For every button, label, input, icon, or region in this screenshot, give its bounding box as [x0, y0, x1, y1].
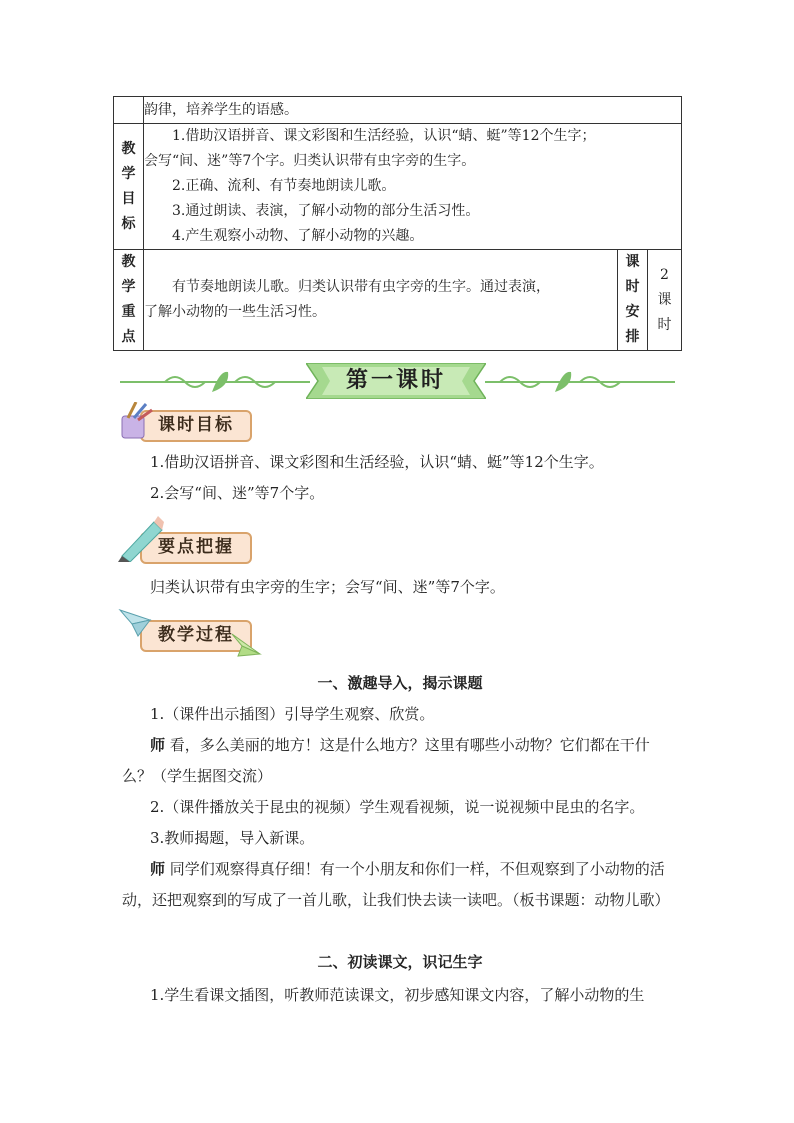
schedule-label — [618, 250, 648, 351]
lesson-banner — [120, 360, 675, 404]
table-cell-empty — [114, 97, 144, 124]
hours-char: 时 — [657, 316, 672, 333]
section-heading: 一、激趣导入，揭示课题 — [317, 674, 483, 692]
key-point-text: 归类认识带有虫字旁的生字；会写“间、迷”等7个字。 — [150, 578, 505, 596]
key-badge — [118, 532, 258, 562]
table-row — [114, 250, 682, 351]
label-char: 教 — [121, 140, 136, 157]
speaker-label: 师 — [150, 860, 166, 878]
process-badge — [118, 620, 258, 650]
goals-badge — [118, 410, 258, 440]
goal-line: 1.借助汉语拼音、课文彩图和生活经验，认识“蜻、蜓”等12个生字； — [172, 128, 596, 144]
table-cell — [144, 97, 682, 124]
hours-char: 课 — [657, 291, 672, 308]
label-char: 重 — [121, 304, 136, 320]
table-row — [114, 97, 682, 124]
process-paragraph — [122, 730, 678, 792]
label-char: 目 — [121, 190, 136, 207]
goals-content — [144, 124, 682, 250]
schedule-hours — [648, 250, 682, 351]
focus-label — [114, 250, 144, 351]
process-paragraph — [122, 854, 678, 916]
label-char: 安 — [625, 304, 640, 320]
focus-line: 有节奏地朗读儿歌。归类认识带有虫字旁的生字。通过表演， — [172, 279, 550, 295]
focus-content — [144, 250, 618, 351]
lesson-plan-table — [113, 96, 682, 351]
label-char: 课 — [625, 254, 640, 270]
vine-right-icon — [495, 368, 635, 396]
vine-left-icon — [160, 368, 300, 396]
label-char: 标 — [121, 215, 136, 232]
label-char: 排 — [625, 329, 640, 345]
focus-line: 了解小动物的一些生活习性。 — [144, 304, 326, 320]
goal-item: 1.借助汉语拼音、课文彩图和生活经验，认识“蜻、蜓”等12个生字。 — [150, 453, 604, 471]
speaker-label: 师 — [150, 736, 166, 754]
label-char: 点 — [121, 329, 136, 345]
goal-line: 会写“间、迷”等7个字。归类认识带有虫字旁的生字。 — [144, 153, 476, 169]
table-text: 韵律，培养学生的语感。 — [144, 101, 298, 118]
goal-line: 2.正确、流利、有节奏地朗读儿歌。 — [172, 178, 396, 194]
process-paragraph: 1.（课件出示插图）引导学生观察、欣赏。 — [150, 705, 435, 723]
hours-char: 2 — [660, 266, 669, 283]
process-paragraph: 2.（课件播放关于昆虫的视频）学生观看视频，说一说视频中昆虫的名字。 — [150, 798, 645, 816]
label-char: 学 — [121, 165, 136, 182]
paragraph-text: 看，多么美丽的地方！这是什么地方？这里有哪些小动物？它们都在干什么？（学生据图交流） — [122, 736, 650, 785]
paper-plane-icon — [118, 606, 152, 640]
badge-label: 教学过程 — [158, 625, 234, 645]
goal-line: 4.产生观察小动物、了解小动物的兴趣。 — [172, 228, 424, 244]
goal-item: 2.会写“间、迷”等7个字。 — [150, 484, 325, 502]
goals-label — [114, 124, 144, 250]
process-paragraph: 1.学生看课文插图，听教师范读课文，初步感知课文内容，了解小动物的生 — [150, 986, 645, 1004]
section-heading: 二、初读课文，识记生字 — [317, 953, 483, 971]
label-char: 教 — [121, 254, 136, 270]
banner-title: 第一课时 — [345, 368, 446, 393]
table-row — [114, 124, 682, 250]
goal-line: 3.通过朗读、表演，了解小动物的部分生活习性。 — [172, 203, 480, 219]
badge-label: 课时目标 — [158, 415, 234, 435]
paragraph-text: 同学们观察得真仔细！有一个小朋友和你们一样，不但观察到了小动物的活动，还把观察到的写成了一首儿歌，让我们快去读一读吧。（板书课题：动物儿歌） — [122, 860, 670, 909]
label-char: 学 — [121, 279, 136, 295]
label-char: 时 — [625, 279, 640, 295]
badge-label: 要点把握 — [158, 537, 234, 557]
process-paragraph: 3.教师揭题，导入新课。 — [150, 829, 315, 847]
